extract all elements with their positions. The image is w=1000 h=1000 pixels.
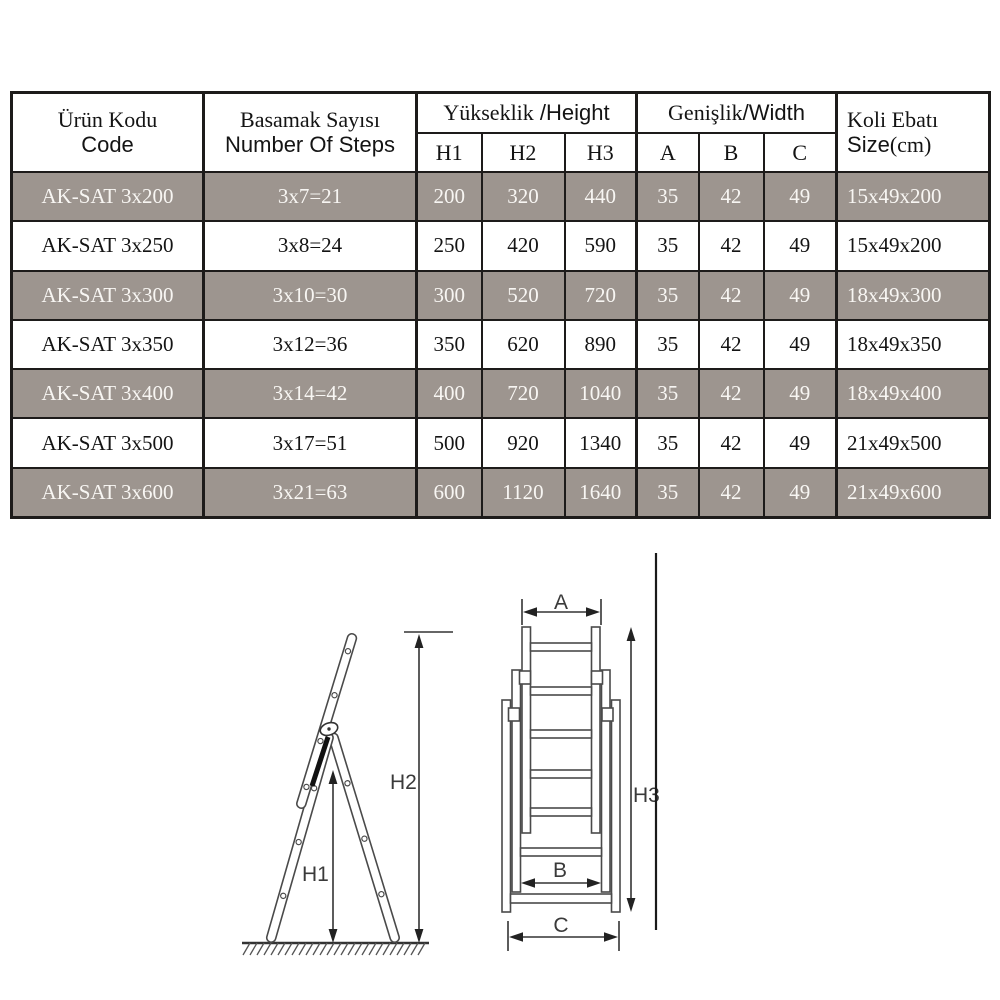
- h3-cell: 590: [565, 221, 637, 270]
- middle-rail-left: [512, 670, 521, 892]
- technical-drawings: [230, 548, 690, 990]
- rung: [531, 770, 592, 778]
- b-cell: 42: [699, 271, 764, 320]
- b-dimension-label: B: [552, 859, 568, 882]
- h2-dimension-label: H2: [390, 771, 417, 794]
- h2-cell: 720: [482, 369, 565, 418]
- h3-cell: 1640: [565, 468, 637, 518]
- h2-cell: 520: [482, 271, 565, 320]
- rung: [521, 848, 602, 856]
- h1-cell: 200: [417, 172, 482, 221]
- h2-cell: 420: [482, 221, 565, 270]
- steps-cell: 3x10=30: [204, 271, 417, 320]
- h3-cell: 720: [565, 271, 637, 320]
- c-cell: 49: [764, 418, 837, 467]
- rung: [531, 643, 592, 651]
- size-cell: 18x49x300: [837, 271, 990, 320]
- size-cell: 21x49x600: [837, 468, 990, 518]
- header-h1: H1: [417, 133, 482, 172]
- header-product-code: [12, 93, 204, 173]
- size-cell: 15x49x200: [837, 221, 990, 270]
- header-package: [837, 93, 990, 173]
- product-code-cell: AK-SAT 3x600: [12, 468, 204, 518]
- clamp: [602, 708, 613, 721]
- table-row: [12, 221, 990, 270]
- b-cell: 42: [699, 418, 764, 467]
- stepladder-side-view-drawing: [242, 632, 453, 955]
- folded-ladder-front-view-drawing: [502, 553, 660, 951]
- c-cell: 49: [764, 271, 837, 320]
- h2-dimension: [390, 632, 453, 943]
- h2-cell: 620: [482, 320, 565, 369]
- c-cell: 49: [764, 320, 837, 369]
- clamp: [509, 708, 520, 721]
- c-dimension: [508, 914, 619, 951]
- c-cell: 49: [764, 221, 837, 270]
- header-product-code-tr: Ürün Kodu: [57, 107, 158, 133]
- b-cell: 42: [699, 320, 764, 369]
- c-cell: 49: [764, 468, 837, 518]
- header-h2: H2: [482, 133, 565, 172]
- a-cell: 35: [637, 468, 699, 518]
- outer-rail-left: [502, 700, 511, 912]
- a-cell: 35: [637, 418, 699, 467]
- header-width-group: [637, 93, 837, 134]
- h2-cell: 1120: [482, 468, 565, 518]
- h3-cell: 1040: [565, 369, 637, 418]
- size-cell: 18x49x400: [837, 369, 990, 418]
- a-cell: 35: [637, 369, 699, 418]
- steps-cell: 3x17=51: [204, 418, 417, 467]
- product-code-cell: AK-SAT 3x200: [12, 172, 204, 221]
- table-row: [12, 418, 990, 467]
- table-row: [12, 369, 990, 418]
- table-row: [12, 172, 990, 221]
- c-cell: 49: [764, 369, 837, 418]
- a-cell: 35: [637, 172, 699, 221]
- steps-cell: 3x7=21: [204, 172, 417, 221]
- inner-rail-right: [592, 627, 601, 833]
- c-dimension-label: C: [553, 914, 569, 937]
- h2-cell: 920: [482, 418, 565, 467]
- a-cell: 35: [637, 271, 699, 320]
- rung: [531, 730, 592, 738]
- table-row: [12, 468, 990, 518]
- steps-cell: 3x12=36: [204, 320, 417, 369]
- header-width-tr: Genişlik: [668, 99, 743, 125]
- rear-leg: [328, 732, 400, 943]
- a-dimension-label: A: [553, 591, 569, 614]
- h3-dimension-label: H3: [633, 784, 660, 807]
- rung: [531, 808, 592, 816]
- header-package-en: Size: [847, 131, 890, 157]
- product-spec-table: [10, 91, 991, 519]
- steps-cell: 3x14=42: [204, 369, 417, 418]
- header-height-en: /Height: [533, 99, 610, 125]
- a-cell: 35: [637, 320, 699, 369]
- inner-rail-left: [522, 627, 531, 833]
- header-steps: [204, 93, 417, 173]
- header-package-tr: Koli Ebatı: [847, 107, 939, 133]
- header-width-en: /Width: [742, 99, 805, 125]
- product-code-cell: AK-SAT 3x250: [12, 221, 204, 270]
- b-cell: 42: [699, 221, 764, 270]
- product-code-cell: AK-SAT 3x400: [12, 369, 204, 418]
- bottom-rung: [511, 894, 612, 903]
- steps-cell: 3x8=24: [204, 221, 417, 270]
- h1-dimension-label: H1: [302, 863, 329, 886]
- header-steps-tr: Basamak Sayısı: [240, 107, 380, 133]
- h3-cell: 890: [565, 320, 637, 369]
- product-code-cell: AK-SAT 3x300: [12, 271, 204, 320]
- header-h3: H3: [565, 133, 637, 172]
- h1-cell: 250: [417, 221, 482, 270]
- header-c: C: [764, 133, 837, 172]
- header-steps-en: Number Of Steps: [225, 131, 395, 157]
- a-cell: 35: [637, 221, 699, 270]
- header-height-group: [417, 93, 637, 134]
- b-cell: 42: [699, 369, 764, 418]
- h3-cell: 440: [565, 172, 637, 221]
- clamp: [592, 671, 603, 684]
- size-cell: 15x49x200: [837, 172, 990, 221]
- h3-dimension: [627, 627, 660, 912]
- c-cell: 49: [764, 172, 837, 221]
- h1-cell: 500: [417, 418, 482, 467]
- h1-cell: 600: [417, 468, 482, 518]
- rung: [531, 687, 592, 695]
- header-package-unit: (cm): [889, 131, 932, 157]
- clamp: [520, 671, 531, 684]
- a-dimension: [522, 591, 601, 625]
- header-product-code-en: Code: [81, 131, 134, 157]
- table-row: [12, 271, 990, 320]
- h2-cell: 320: [482, 172, 565, 221]
- middle-rail-right: [602, 670, 611, 892]
- size-cell: 18x49x350: [837, 320, 990, 369]
- h3-cell: 1340: [565, 418, 637, 467]
- product-code-cell: AK-SAT 3x500: [12, 418, 204, 467]
- size-cell: 21x49x500: [837, 418, 990, 467]
- header-a: A: [637, 133, 699, 172]
- b-cell: 42: [699, 468, 764, 518]
- h1-cell: 400: [417, 369, 482, 418]
- b-dimension: [521, 859, 601, 888]
- b-cell: 42: [699, 172, 764, 221]
- outer-rail-right: [612, 700, 621, 912]
- h1-cell: 350: [417, 320, 482, 369]
- header-b: B: [699, 133, 764, 172]
- steps-cell: 3x21=63: [204, 468, 417, 518]
- table-row: [12, 320, 990, 369]
- h1-cell: 300: [417, 271, 482, 320]
- front-leg: [266, 732, 334, 943]
- ground-hatching: [243, 943, 425, 955]
- header-height-tr: Yükseklik: [443, 99, 534, 125]
- product-code-cell: AK-SAT 3x350: [12, 320, 204, 369]
